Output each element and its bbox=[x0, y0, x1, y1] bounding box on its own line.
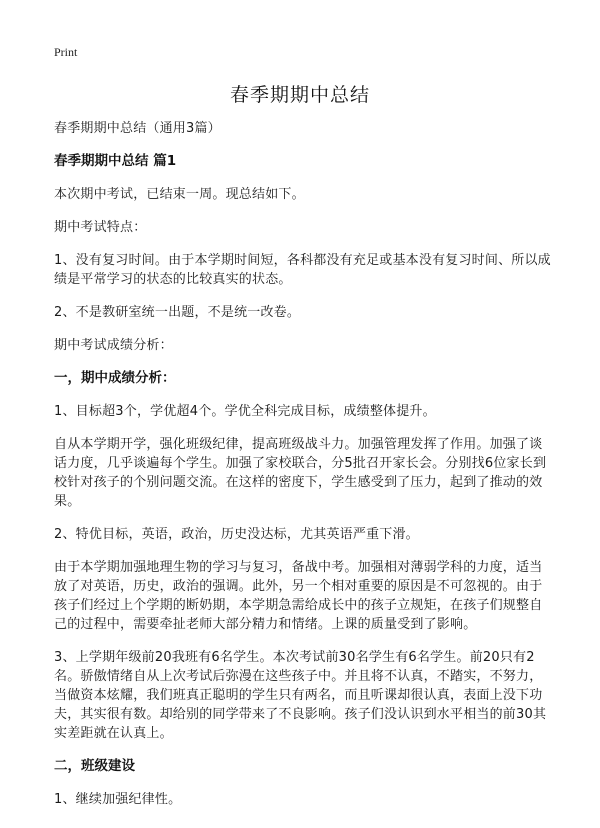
paragraph-feature-1: 1、没有复习时间。由于本学期时间短，各科都没有充足或基本没有复习时间、所以成绩是平常学习的状态的比较真实的状态。 bbox=[54, 253, 551, 287]
paragraph-analysis-2: 2、特优目标，英语，政治，历史没达标，尤其英语严重下滑。 bbox=[54, 527, 419, 542]
print-label: Print bbox=[54, 45, 78, 59]
paragraph-analysis-3: 3、上学期年级前20我班有6名学生。本次考试前30名学生有6名学生。前20只有2名。骄傲情绪自从上次考试后弥漫在这些孩子中。并且将不认真，不踏实，不努力，当做资本炫耀，我们班真正聪明的学生只有两名，而且听课却很认真，表面上没下功夫，其实很有数。却给别的同学带来了不良影响。孩子们没认识到水平相当的前30其实差距就在认真上。 bbox=[54, 650, 547, 741]
paragraph-analysis-label: 期中考试成绩分析： bbox=[54, 338, 173, 353]
paragraph-analysis-1: 1、目标超3个，学优超4个。学优全科完成目标，成绩整体提升。 bbox=[54, 404, 436, 419]
document-body bbox=[54, 119, 554, 823]
section-title: 春季期期中总结 篇1 bbox=[54, 153, 177, 169]
paragraph-feature-2: 2、不是教研室统一出题，不是统一改卷。 bbox=[54, 305, 301, 320]
paragraph-class-building-1: 1、继续加强纪律性。 bbox=[54, 792, 182, 807]
paragraph-discipline: 自从本学期开学，强化班级纪律，提高班级战斗力。加强管理发挥了作用。加强了谈话力度，几乎谈遍每个学生。加强了家校联合，分5批召开家长会。分别找6位家长到校针对孩子的个别问题交流。在这样的密度下，学生感受到了压力，起到了推动的效果。 bbox=[54, 437, 547, 509]
paragraph-intro: 本次期中考试，已结束一周。现总结如下。 bbox=[54, 187, 305, 202]
document-subtitle: 春季期期中总结（通用3篇） bbox=[54, 121, 221, 136]
paragraph-subject-reason: 由于本学期加强地理生物的学习与复习，备战中考。加强相对薄弱学科的力度，适当放了对英语，历史，政治的强调。此外，另一个相对重要的原因是不可忽视的。由于孩子们经过上个学期的断奶期，本学期急需给成长中的孩子立规矩，在孩子们规整自己的过程中，需要牵扯老师大部分精力和情绪。上课的质量受到了影响。 bbox=[54, 560, 543, 632]
paragraph-exam-features-label: 期中考试特点： bbox=[54, 220, 147, 235]
heading-class-building: 二，班级建设 bbox=[54, 758, 135, 774]
page-title: 春季期期中总结 bbox=[229, 84, 370, 106]
heading-score-analysis: 一，期中成绩分析： bbox=[54, 370, 176, 386]
